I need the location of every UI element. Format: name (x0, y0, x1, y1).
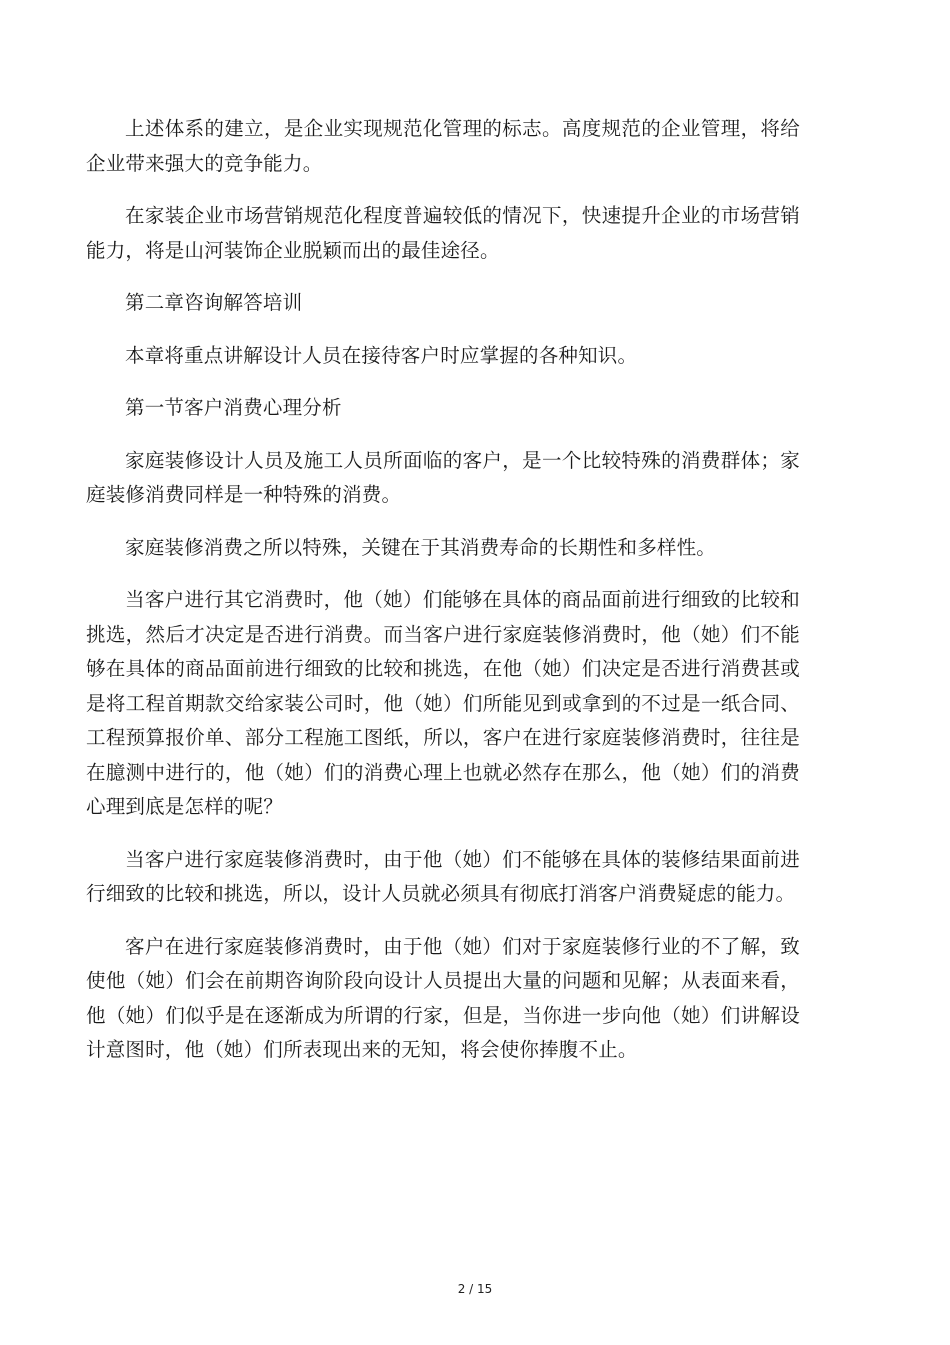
paragraph-chapter-intro: 本章将重点讲解设计人员在接待客户时应掌握的各种知识。 (125, 343, 638, 367)
paragraph-4: 家庭装修消费之所以特殊，关键在于其消费寿命的长期性和多样性。 (125, 535, 717, 559)
paragraph-6: 当客户进行家庭装修消费时，由于他（她）们不能够在具体的装修结果面前进行细致的比较和挑选，所以，设计人员就必须具有彻底打消客户消费疑虑的能力。 (86, 847, 800, 905)
paragraph-3: 家庭装修设计人员及施工人员所面临的客户，是一个比较特殊的消费群体；家庭装修消费同样是一种特殊的消费。 (86, 448, 800, 506)
paragraph-1: 上述体系的建立，是企业实现规范化管理的标志。高度规范的企业管理，将给企业带来强大的竞争能力。 (86, 117, 800, 175)
chapter-heading: 第二章咨询解答培训 (125, 291, 303, 314)
paragraph-7: 客户在进行家庭装修消费时，由于他（她）们对于家庭装修行业的不了解，致使他（她）们会在前期咨询阶段向设计人员提出大量的问题和见解；从表面来看，他（她）们似乎是在逐渐成为所谓的行家，但是，当你进一步向他（她）们讲解设计意图时，他（她）们所表现出来的无知，将会使你捧腹不止。 (86, 934, 800, 1061)
document-body (86, 112, 800, 1086)
paragraph-2: 在家装企业市场营销规范化程度普遍较低的情况下，快速提升企业的市场营销能力，将是山河装饰企业脱颖而出的最佳途径。 (86, 204, 800, 262)
page-number: 2 / 15 (457, 1282, 493, 1296)
paragraph-5: 当客户进行其它消费时，他（她）们能够在具体的商品面前进行细致的比较和挑选，然后才决定是否进行消费。而当客户进行家庭装修消费时，他（她）们不能够在具体的商品面前进行细致的比较和挑选，在他（她）们决定是否进行消费甚或是将工程首期款交给家装公司时，他（她）们所能见到或拿到的不过是一纸合同、工程预算报价单、部分工程施工图纸，所以，客户在进行家庭装修消费时，往往是在臆测中进行的，他（她）们的消费心理上也就必然存在那么，他（她）们的消费心理到底是怎样的呢？ (86, 588, 800, 818)
section-heading: 第一节客户消费心理分析 (125, 396, 342, 419)
